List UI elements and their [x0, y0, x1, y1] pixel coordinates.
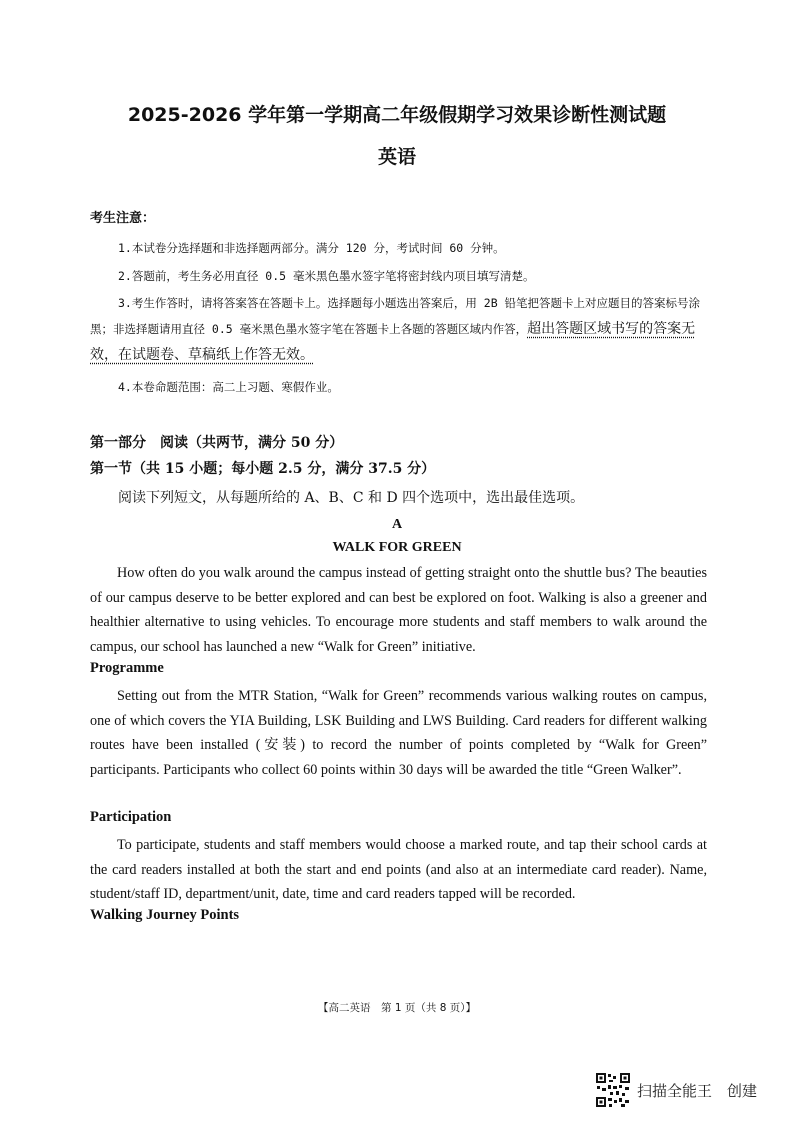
exam-title: 2025-2026 学年第一学期高二年级假期学习效果诊断性测试题: [127, 104, 667, 126]
passage-letter: A: [391, 517, 403, 532]
notice-item-4: 4.本卷命题范围：高二上习题、寒假作业。: [118, 380, 339, 394]
passage-paragraph-1: How often do you walk around the campus instead of getting straight onto the shuttle bus? The beauties of our campus deserve to be better explored and can best be explored on foot. Walking is also a greener and healthier alternative to using vehicles. To encourage more students and staff members to walk around the campus, our school has launched a new “Walk for Green” initiative.: [90, 565, 707, 655]
notice-heading: 考生注意：: [90, 211, 156, 226]
notice-item-3: [90, 290, 710, 368]
notice-item-3-text: 3.考生作答时，请将答案答在答题卡上。选择题每小题选出答案后，用 2B 铅笔把答题卡上对应题目的答案标号涂黑；非选择题请用直径 0.5 毫米黑色墨水签字笔在答题卡上各题的答题区域内作答，: [90, 296, 701, 336]
page-footer: 【高二英语 第 1 页（共 8 页）】: [318, 1002, 476, 1014]
heading-walking-journey-points: Walking Journey Points: [90, 907, 240, 923]
part-1-heading: 第一部分 阅读（共两节，满分 50 分）: [90, 435, 344, 451]
exam-subject: 英语: [377, 146, 416, 168]
qr-code-icon: [595, 1072, 631, 1108]
scanner-watermark: 扫描全能王 创建: [637, 1082, 758, 1100]
notice-item-1: 1.本试卷分选择题和非选择题两部分。满分 120 分，考试时间 60 分钟。: [118, 241, 505, 255]
passage-paragraph-3: To participate, students and staff members would choose a marked route, and tap their school cards at the card readers installed at both the start and end points (and also at an intermediate card reader). Name, student/staff ID, department/unit, date, time and card readers tapped will be recorded.: [90, 837, 707, 903]
heading-programme: Programme: [90, 660, 164, 676]
section-1-heading: 第一节（共 15 小题；每小题 2.5 分，满分 37.5 分）: [90, 461, 436, 477]
passage-title: WALK FOR GREEN: [332, 540, 462, 555]
passage-paragraph-2: Setting out from the MTR Station, “Walk for Green” recommends various walking routes on campus, one of which covers the YIA Building, LSK Building and LWS Building. Card readers for different walking routes have been installed (安装) to record the number of points completed by “Walk for Green” participants. Participants who collect 60 points within 30 days will be awarded the title “Green Walker”.: [90, 688, 707, 778]
notice-item-2: 2.答题前，考生务必用直径 0.5 毫米黑色墨水签字笔将密封线内项目填写清楚。: [118, 269, 535, 283]
notice-item-3-emphasis: 超出答题区域书写的答案无效，在试题卷、草稿纸上作答无效。: [90, 321, 696, 363]
reading-instruction: 阅读下列短文，从每题所给的 A、B、C 和 D 四个选项中，选出最佳选项。: [118, 490, 585, 506]
heading-participation: Participation: [90, 809, 172, 825]
